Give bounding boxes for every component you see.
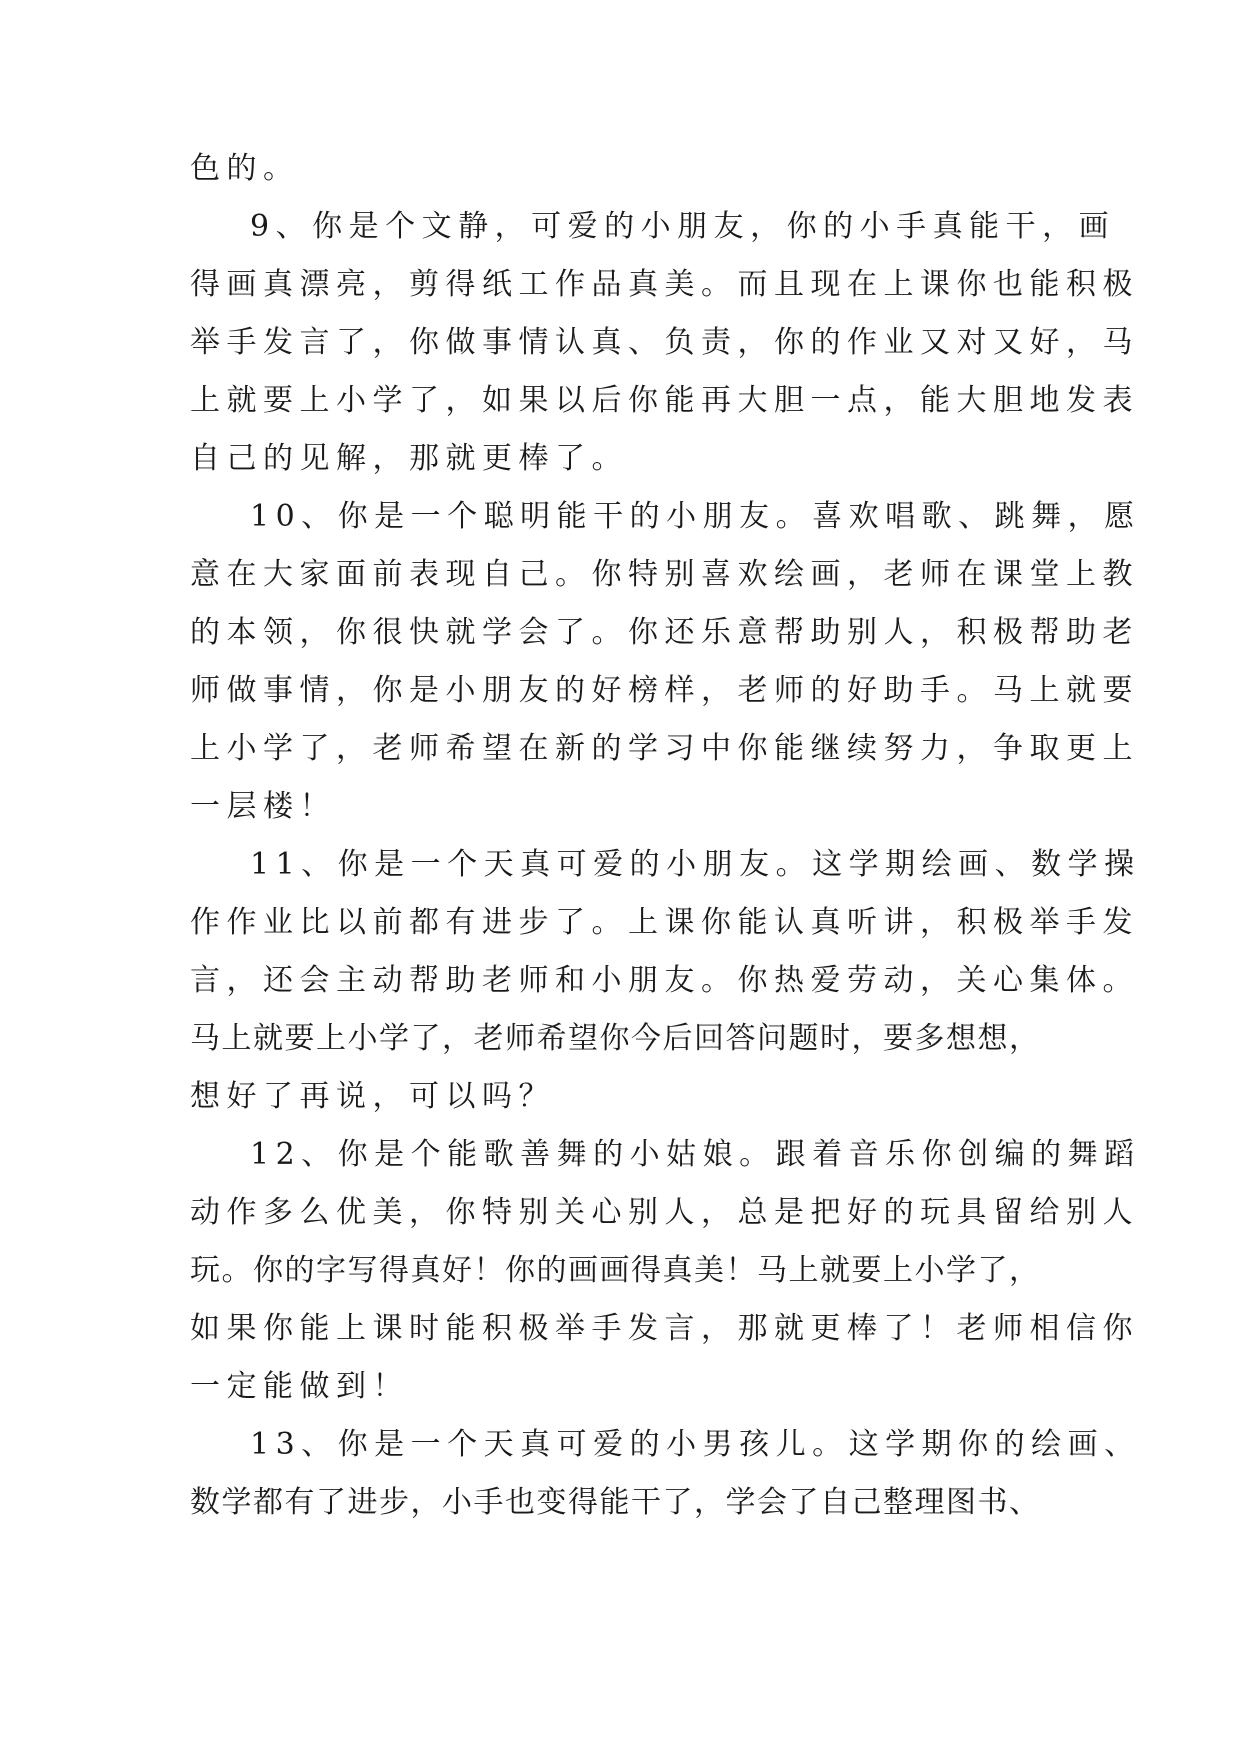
text-line: 色的。 — [190, 151, 300, 186]
text-line: 想好了再说，可以吗？ — [190, 1079, 555, 1114]
text-line: 动作多么优美，你特别关心别人，总是把好的玩具留给别人 — [190, 1195, 1139, 1230]
text-line: 如果你能上课时能积极举手发言，那就更棒了！老师相信你 — [190, 1311, 1139, 1346]
text-line: 玩。你的字写得真好！你的画画得真美！马上就要上小学了， — [190, 1253, 1041, 1288]
text-line: 马上就要上小学了，老师希望你今后回答问题时，要多想想， — [190, 1021, 1041, 1056]
paragraph-13-start: 13、你是一个天真可爱的小男孩儿。这学期你的绘画、 — [250, 1427, 1141, 1462]
text-line: 举手发言了，你做事情认真、负责，你的作业又对又好，马 — [190, 325, 1139, 360]
text-line: 作作业比以前都有进步了。上课你能认真听讲，积极举手发 — [190, 905, 1139, 940]
text-line: 自己的见解，那就更棒了。 — [190, 441, 628, 476]
text-line: 数学都有了进步，小手也变得能干了，学会了自己整理图书、 — [190, 1485, 1041, 1520]
text-line: 师做事情，你是小朋友的好榜样，老师的好助手。马上就要 — [190, 673, 1139, 708]
paragraph-10-start: 10、你是一个聪明能干的小朋友。喜欢唱歌、跳舞，愿 — [250, 499, 1141, 534]
text-line: 上就要上小学了，如果以后你能再大胆一点，能大胆地发表 — [190, 383, 1139, 418]
paragraph-9-start: 9、你是个文静，可爱的小朋友，你的小手真能干，画 — [250, 209, 1116, 244]
text-line: 得画真漂亮，剪得纸工作品真美。而且现在上课你也能积极 — [190, 267, 1139, 302]
text-line: 意在大家面前表现自己。你特别喜欢绘画，老师在课堂上教 — [190, 557, 1139, 592]
text-line: 言，还会主动帮助老师和小朋友。你热爱劳动，关心集体。 — [190, 963, 1139, 998]
paragraph-11-start: 11、你是一个天真可爱的小朋友。这学期绘画、数学操 — [250, 847, 1141, 882]
text-line: 一层楼！ — [190, 789, 336, 824]
text-line: 的本领，你很快就学会了。你还乐意帮助别人，积极帮助老 — [190, 615, 1139, 650]
paragraph-12-start: 12、你是个能歌善舞的小姑娘。跟着音乐你创编的舞蹈 — [250, 1137, 1141, 1172]
text-line: 一定能做到！ — [190, 1369, 409, 1404]
text-line: 上小学了，老师希望在新的学习中你能继续努力，争取更上 — [190, 731, 1139, 766]
